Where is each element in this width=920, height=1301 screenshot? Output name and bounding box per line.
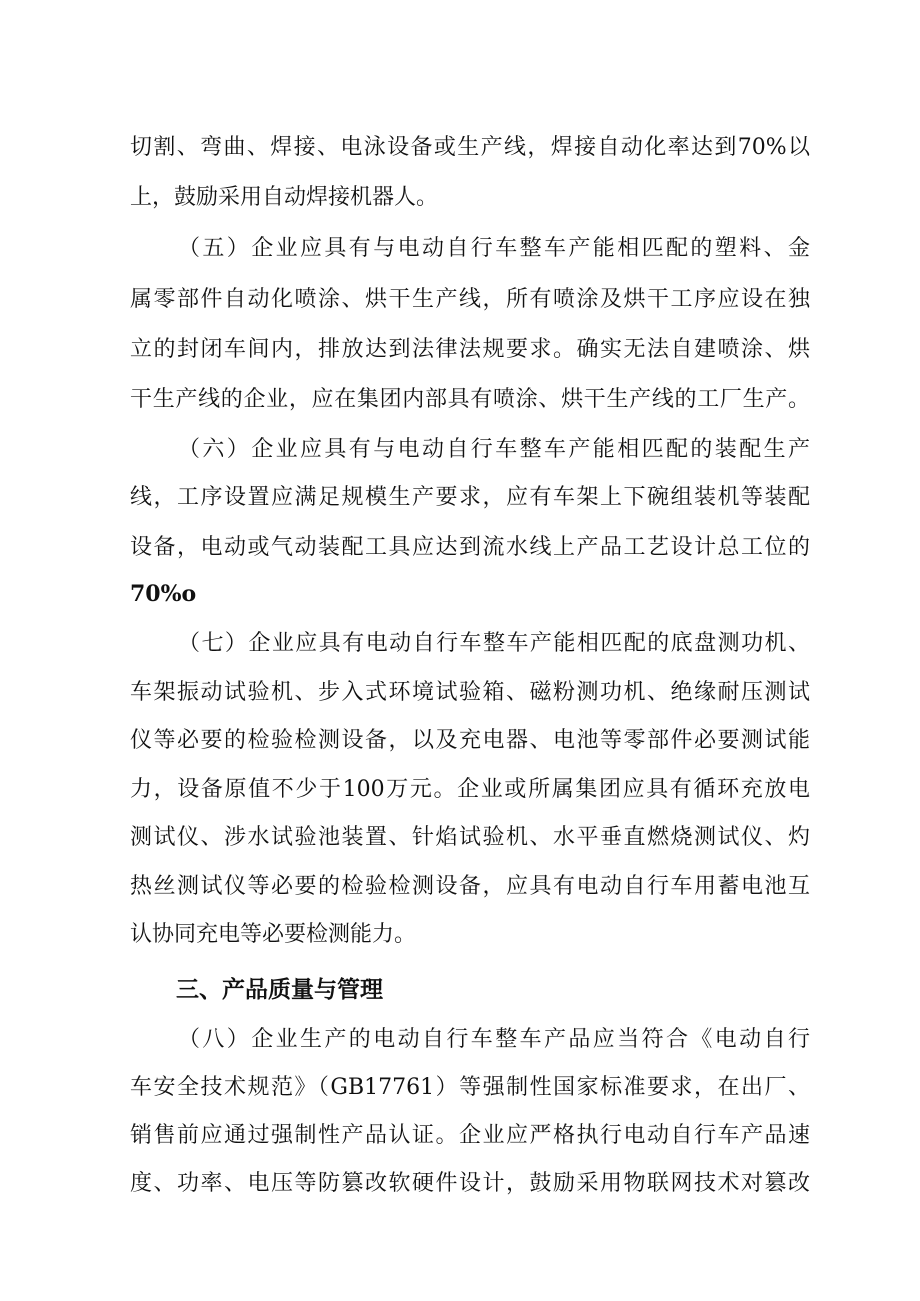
- section-heading: 三、产品质量与管理: [176, 977, 383, 1003]
- p6-line-2: 线，工序设置应满足规模生产要求，应有车架上下碗组装机等装配: [130, 485, 810, 510]
- p7-line-4: 力，设备原值不少于100万元。企业或所属集团应具有循环充放电: [130, 777, 810, 802]
- p8-line-1: （八）企业生产的电动自行车整车产品应当符合《电动自行: [178, 1027, 810, 1052]
- p5-line-2: 属零部件自动化喷涂、烘干生产线，所有喷涂及烘干工序应设在独: [130, 287, 810, 312]
- p7-line-5: 测试仪、涉水试验池装置、针焰试验机、水平垂直燃烧测试仪、灼: [130, 825, 810, 850]
- p7-line-7: 认协同充电等必要检测能力。: [130, 922, 417, 947]
- p8-line-4: 度、功率、电压等防篡改软硬件设计，鼓励采用物联网技术对篡改: [130, 1171, 810, 1196]
- p4-line-1: 切割、弯曲、焊接、电泳设备或生产线，焊接自动化率达到70%以: [130, 135, 810, 160]
- p7-line-3: 仪等必要的检验检测设备，以及充电器、电池等零部件必要测试能: [130, 728, 810, 753]
- p7-line-1: （七）企业应具有电动自行车整车产能相匹配的底盘测功机、: [178, 631, 810, 656]
- p5-line-4: 干生产线的企业，应在集团内部具有喷涂、烘干生产线的工厂生产。: [130, 387, 810, 412]
- p7-line-2: 车架振动试验机、步入式环境试验箱、磁粉测功机、绝缘耐压测试: [130, 680, 810, 705]
- p8-line-2: 车安全技术规范》（GB17761）等强制性国家标准要求，在出厂、: [130, 1075, 810, 1100]
- p4-line-2: 上，鼓励采用自动焊接机器人。: [130, 185, 439, 210]
- p7-line-6: 热丝测试仪等必要的检验检测设备，应具有电动自行车用蓄电池互: [130, 874, 810, 899]
- p6-line-3: 设备，电动或气动装配工具应达到流水线上产品工艺设计总工位的: [130, 535, 810, 560]
- p8-line-3: 销售前应通过强制性产品认证。企业应严格执行电动自行车产品速: [130, 1123, 810, 1148]
- p5-line-1: （五）企业应具有与电动自行车整车产能相匹配的塑料、金: [178, 236, 810, 261]
- p5-line-3: 立的封闭车间内，排放达到法律法规要求。确实无法自建喷涂、烘: [130, 337, 810, 362]
- p6-line-4: 70%o: [130, 581, 197, 607]
- p6-line-1: （六）企业应具有与电动自行车整车产能相匹配的装配生产: [178, 437, 810, 462]
